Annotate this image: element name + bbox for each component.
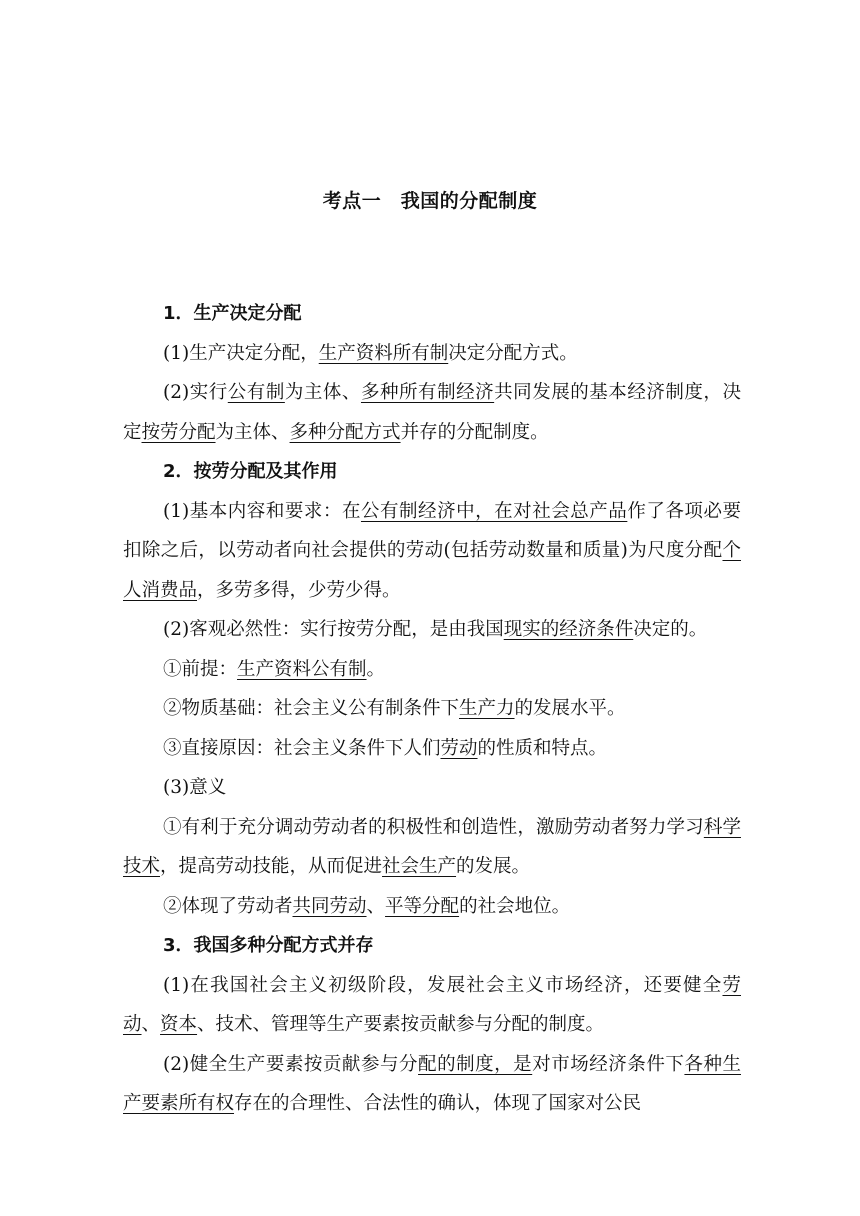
paragraph — [123, 610, 741, 650]
text-run: 的社会地位。 — [459, 895, 571, 917]
text-run: 、 — [141, 1014, 161, 1035]
text-run: 并存的分配制度。 — [400, 421, 549, 443]
text-run: (1)基本内容和要求：在 — [163, 500, 361, 522]
underlined-term: 共同劳动 — [292, 895, 367, 917]
text-run: 的性质和特点。 — [477, 737, 608, 759]
paragraph — [123, 373, 741, 452]
text-run: ，多劳多得，少劳少得。 — [197, 579, 401, 601]
text-run: (1)在我国社会主义初级阶段，发展社会主义市场经济，还要健全 — [163, 974, 723, 996]
text-run: (2)实行 — [163, 382, 228, 403]
underlined-term: 现实的经济条件 — [503, 619, 634, 640]
underlined-term: 平等分配 — [385, 895, 460, 917]
paragraph — [123, 334, 741, 374]
underlined-term: 劳动 — [440, 737, 478, 759]
text-run: (3)意义 — [163, 777, 227, 798]
page-title: 考点一 我国的分配制度 — [322, 190, 538, 212]
underlined-term: 公有制经济中，在对社会总产品 — [360, 500, 628, 522]
text-run: 为主体、 — [215, 421, 290, 443]
underlined-term: 各种生产要素所有权 — [123, 1053, 741, 1114]
text-run: 1．生产决定分配 — [163, 303, 302, 324]
underlined-term: 配的制度，是 — [418, 1053, 533, 1075]
text-run: 3．我国多种分配方式并存 — [163, 935, 374, 956]
text-run: (2)健全生产要素按贡献参与分 — [163, 1053, 419, 1075]
text-run: 、技术、管理等生产要素按贡献参与分配的制度。 — [197, 1014, 605, 1035]
paragraph — [123, 689, 741, 729]
paragraph — [123, 966, 741, 1045]
document-body — [123, 294, 741, 1124]
text-run: 的发展水平。 — [514, 698, 626, 719]
underlined-term: 按劳分配 — [141, 421, 216, 443]
text-run: 存在的合理性、合法性的确认，体现了国家对公民 — [234, 1093, 642, 1114]
paragraph — [123, 768, 741, 808]
underlined-term: 资本 — [160, 1014, 198, 1035]
text-run: 。 — [366, 658, 386, 680]
section-heading — [123, 926, 741, 966]
text-run: 作了各项必要扣除之后，以劳动者向社会提供的劳动(包括劳动数量和质量)为尺度分配 — [123, 500, 741, 561]
text-run: 、 — [366, 895, 386, 917]
section-heading — [123, 294, 741, 334]
underlined-term: 多种分配方式 — [289, 421, 401, 443]
paragraph — [123, 492, 741, 611]
section-heading — [123, 452, 741, 492]
underlined-term: 社会生产 — [382, 856, 457, 877]
text-run: ②物质基础：社会主义公有制条件下 — [163, 698, 460, 719]
text-run: 的发展。 — [456, 856, 531, 877]
text-run: ③直接原因：社会主义条件下人们 — [163, 737, 441, 759]
underlined-term: 多种所有制经济 — [360, 382, 495, 403]
paragraph — [123, 729, 741, 769]
text-run: ②体现了劳动者 — [163, 895, 293, 917]
paragraph — [123, 808, 741, 887]
text-run: 2．按劳分配及其作用 — [163, 461, 338, 482]
underlined-term: 个人消费品 — [123, 540, 741, 601]
text-run: ，提高劳动技能，从而促进 — [160, 856, 383, 877]
underlined-term: 公有制 — [227, 382, 285, 403]
underlined-term: 劳动 — [123, 974, 741, 1035]
paragraph — [123, 887, 741, 927]
underlined-term: 生产资料公有制 — [237, 658, 367, 680]
text-run: (1)生产决定分配， — [163, 342, 319, 364]
paragraph — [123, 1045, 741, 1124]
text-run: 为主体、 — [284, 382, 361, 403]
text-run: ①前提： — [163, 658, 238, 680]
text-run: (2)客观必然性：实行按劳分配，是由我国 — [163, 619, 504, 640]
text-run: 对市场经济条件下 — [532, 1053, 685, 1075]
text-run: 共同发展的基本经济制度，决定 — [123, 382, 741, 443]
underlined-term: 生产力 — [459, 698, 515, 719]
paragraph — [123, 650, 741, 690]
text-run: 决定分配方式。 — [448, 342, 578, 364]
text-run: ①有利于充分调动劳动者的积极性和创造性，激励劳动者努力学习 — [163, 816, 704, 838]
text-run: 决定的。 — [633, 619, 708, 640]
underlined-term: 科学技术 — [123, 816, 741, 877]
underlined-term: 生产资料所有制 — [318, 342, 449, 364]
